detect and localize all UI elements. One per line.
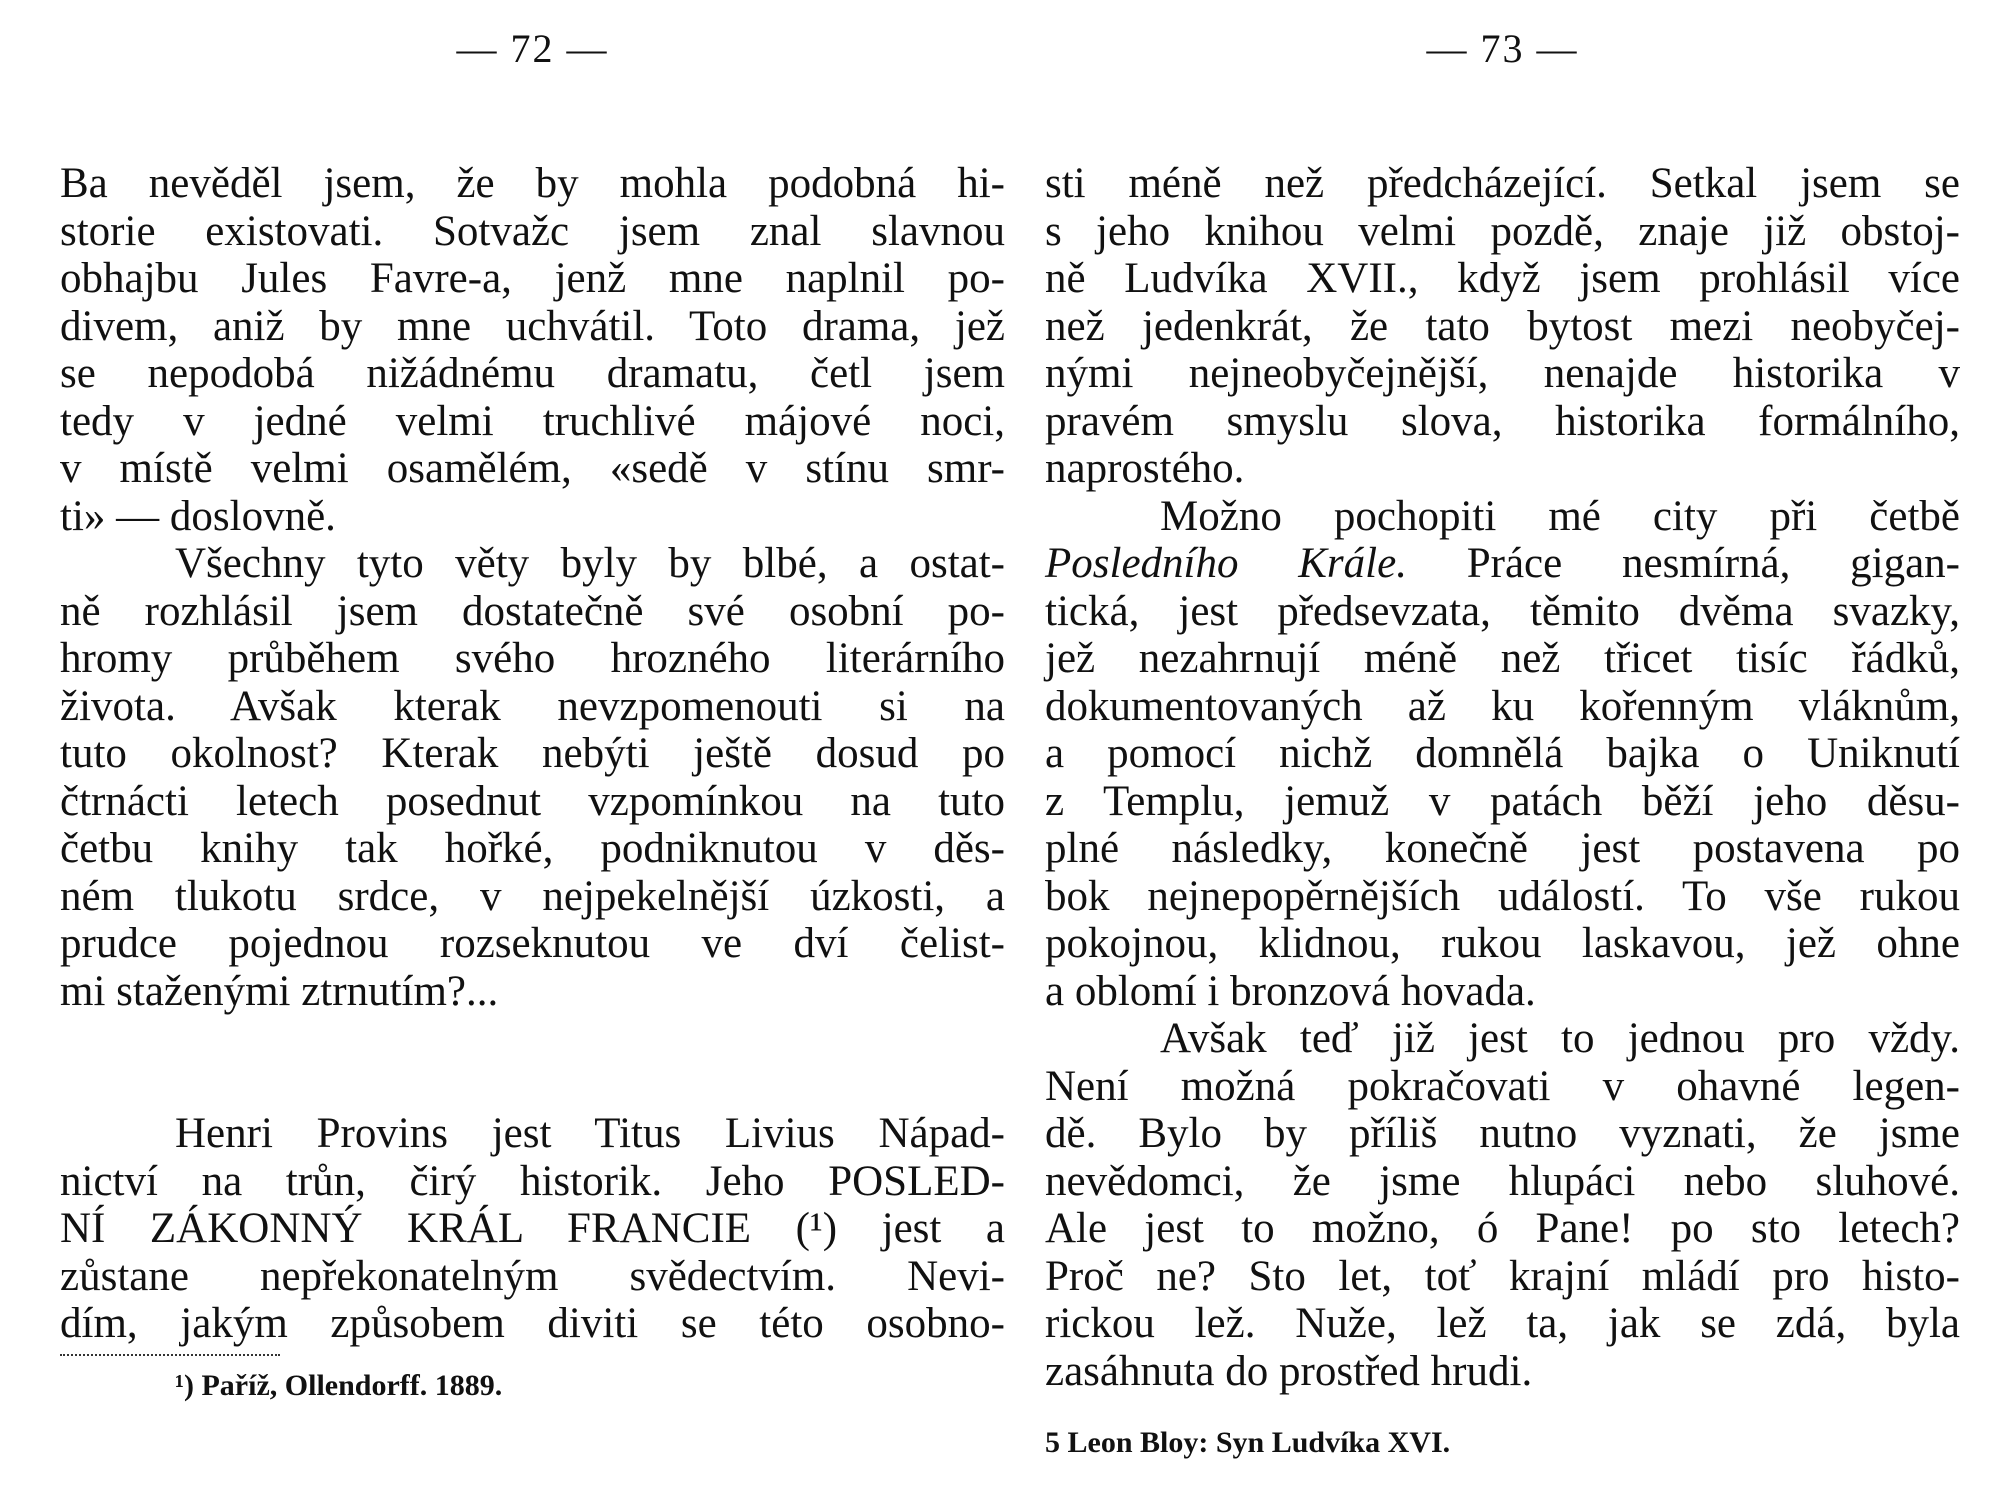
text-line: nými nejneobyčejnější, nenajde historika v	[1045, 350, 1960, 397]
text-line: dokumentovaných až ku kořenným vláknům,	[1045, 682, 1960, 730]
right-text-block	[1045, 160, 1960, 1461]
text-line: se nepodobá nižádnému dramatu, četl jsem	[60, 350, 1005, 397]
text-line: tuto okolnost? Kterak nebýti ještě dosud po	[60, 730, 1005, 777]
footnote: ¹) Paříž, Ollendorff. 1889.	[175, 1368, 503, 1402]
text-line: Ale jest to možno, ó Pane! po sto letech?	[1045, 1205, 1960, 1252]
text-line: tická, jest předsevzata, těmito dvěma svazky,	[1045, 587, 1960, 635]
text-line: mi staženými ztrnutím?...	[60, 967, 499, 1015]
text-line: rickou lež. Nuže, lež ta, jak se zdá, byla	[1045, 1300, 1960, 1347]
text-line: ně rozhlásil jsem dostatečně své osobní po-	[60, 587, 1005, 635]
signature-line: 5 Leon Bloy: Syn Ludvíka XVI.	[1045, 1426, 1451, 1459]
text-line: jež nezahrnují méně než třicet tisíc řádků,	[1045, 635, 1960, 682]
text-line: a pomocí nichž domnělá bajka o Uniknutí	[1045, 730, 1960, 777]
text-line: Proč ne? Sto let, toť krajní mládí pro histo-	[1045, 1252, 1960, 1300]
text-line: NÍ ZÁKONNÝ KRÁL FRANCIE (¹) jest a	[60, 1205, 1005, 1252]
left-paragraph-1	[60, 160, 1005, 540]
right-paragraph-2	[1045, 493, 1960, 1016]
text-line: života. Avšak kterak nevzpomenouti si na	[60, 682, 1005, 730]
text-line: bok nejnepopěrnějších událostí. To vše rukou	[1045, 872, 1960, 920]
text-line: pokojnou, klidnou, rukou laskavou, jež ohne	[1045, 920, 1960, 967]
page-number-left: — 72 —	[456, 26, 609, 71]
text-line: dě. Bylo by příliš nutno vyznati, že jsme	[1045, 1110, 1960, 1157]
text-line: Ba nevěděl jsem, že by mohla podobná hi-	[60, 160, 1005, 207]
text-line: z Templu, jemuž v patách běží jeho děsu-	[1045, 777, 1960, 825]
page-number-right: — 73 —	[1426, 26, 1579, 71]
text-line: než jedenkrát, že tato bytost mezi neobyčej-	[1045, 302, 1960, 350]
text-line: nevědomci, že jsme hlupáci nebo sluhové.	[1045, 1157, 1960, 1205]
text-line: s jeho knihou velmi pozdě, znaje již obstoj-	[1045, 207, 1960, 255]
text-line: Není možná pokračovati v ohavné legen-	[1045, 1062, 1960, 1110]
text-line: dím, jakým způsobem diviti se této osobno-	[60, 1300, 1005, 1347]
text-line: Možno pochopiti mé city při četbě	[1160, 492, 1960, 540]
text-line: obhajbu Jules Favre-a, jenž mne naplnil po-	[60, 255, 1005, 302]
text-line: čtrnácti letech posednut vzpomínkou na tuto	[60, 777, 1005, 825]
right-paragraph-1	[1045, 160, 1960, 493]
right-page	[1045, 0, 1960, 1500]
text-line: Všechny tyto věty byly by blbé, a ostat-	[175, 540, 1005, 587]
text-line: naprostého.	[1045, 445, 1245, 492]
right-paragraph-3	[1045, 1015, 1960, 1395]
text-line: storie existovati. Sotvažc jsem znal slavnou	[60, 207, 1005, 255]
text-line: plné následky, konečně jest postavena po	[1045, 825, 1960, 872]
footnote-divider	[60, 1354, 280, 1360]
paragraph-gap	[60, 1015, 1005, 1110]
text-line: v místě velmi osamělém, «sedě v stínu smr-	[60, 445, 1005, 492]
text-line: tedy v jedné velmi truchlivé májové noci,	[60, 397, 1005, 445]
left-paragraph-3	[60, 1110, 1005, 1348]
text-line: zůstane nepřekonatelným svědectvím. Nevi-	[60, 1252, 1005, 1300]
text-line: prudce pojednou rozseknutou ve dví čelist-	[60, 920, 1005, 967]
text-line	[1045, 540, 1960, 588]
text-line: ném tlukotu srdce, v nejpekelnější úzkosti, a	[60, 872, 1005, 920]
text-line: četbu knihy tak hořké, podniknutou v děs-	[60, 825, 1005, 872]
text-line: divem, aniž by mne uchvátil. Toto drama, jež	[60, 302, 1005, 350]
text-line: hromy průběhem svého hrozného literárního	[60, 635, 1005, 682]
left-text-block	[60, 160, 1005, 1404]
left-page	[60, 0, 1005, 1500]
text-line: pravém smyslu slova, historika formálního,	[1045, 397, 1960, 445]
left-paragraph-2	[60, 540, 1005, 1015]
text-line: a oblomí i bronzová hovada.	[1045, 967, 1536, 1015]
text-line: nictví na trůn, čirý historik. Jeho POSLED-	[60, 1157, 1005, 1205]
text-line: sti méně než předcházející. Setkal jsem se	[1045, 160, 1960, 207]
text-line: ti» — doslovně.	[60, 492, 336, 540]
text-line-rest: Práce nesmírná, gigan-	[1406, 540, 1960, 587]
text-line: Henri Provins jest Titus Livius Nápad-	[175, 1110, 1005, 1157]
book-title: Posledního Krále.	[1045, 540, 1407, 587]
text-line: zasáhnuta do prostřed hrudi.	[1045, 1347, 1533, 1395]
text-line: Avšak teď již jest to jednou pro vždy.	[1160, 1015, 1960, 1062]
text-line: ně Ludvíka XVII., když jsem prohlásil více	[1045, 255, 1960, 302]
